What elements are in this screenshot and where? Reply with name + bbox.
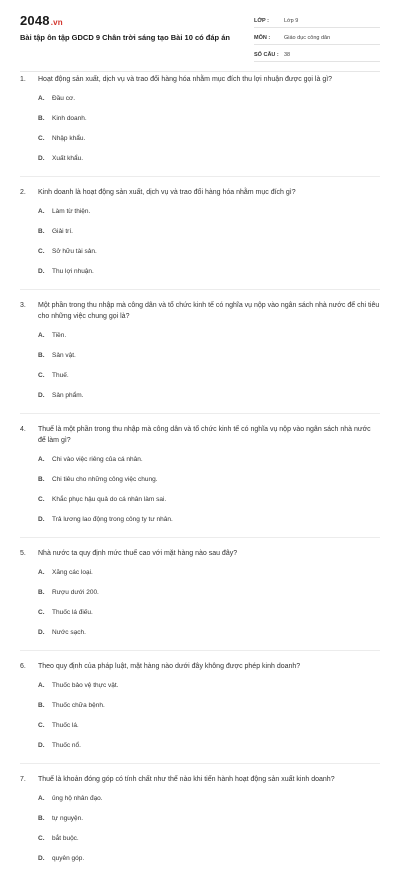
option-a[interactable] — [38, 207, 211, 227]
option-letter: C. — [38, 835, 45, 842]
question-text — [20, 300, 380, 322]
option-letter: D. — [38, 629, 45, 636]
option-text: Sản phẩm. — [52, 392, 84, 399]
option-text: Chi tiêu cho những công việc chung. — [52, 476, 158, 483]
question-1 — [0, 74, 400, 174]
question-body: Một phần trong thu nhập mà công dân và tổ chức kinh tế có nghĩa vụ nộp vào ngân sách nhà nước để chi tiêu cho những việc chung gọi là? — [38, 302, 380, 320]
option-text: Khắc phục hậu quả do cá nhân làm sai. — [52, 496, 167, 503]
option-letter: D. — [38, 268, 45, 275]
option-text: Sản vật. — [52, 352, 76, 359]
option-letter: B. — [38, 352, 45, 359]
option-letter: C. — [38, 722, 45, 729]
option-text: Thu lợi nhuận. — [52, 268, 94, 275]
option-letter: B. — [38, 115, 45, 122]
option-list — [20, 455, 380, 535]
option-text: quyên góp. — [52, 855, 85, 862]
meta-value: 38 — [284, 51, 291, 58]
option-text: ủng hộ nhân đạo. — [52, 795, 103, 802]
question-text — [20, 187, 380, 198]
option-a[interactable] — [38, 681, 211, 701]
question-body: Kinh doanh là hoạt động sản xuất, dịch vụ và trao đổi hàng hóa nhằm mục đích gì? — [38, 189, 296, 196]
meta-table — [254, 14, 380, 65]
question-6 — [0, 661, 400, 761]
option-b[interactable] — [38, 227, 211, 247]
option-letter: D. — [38, 516, 45, 523]
question-3 — [0, 300, 400, 411]
option-b[interactable] — [38, 475, 211, 495]
page-header — [0, 0, 400, 66]
option-text: Xăng các loại. — [52, 569, 93, 576]
question-4 — [0, 424, 400, 535]
site-logo[interactable] — [20, 13, 63, 28]
question-text — [20, 74, 380, 85]
option-text: Thuốc chữa bệnh. — [52, 702, 105, 709]
question-body: Nhà nước ta quy định mức thuế cao với mặt hàng nào sau đây? — [38, 550, 238, 557]
meta-key: SỐ CÂU : — [254, 51, 279, 58]
option-b[interactable] — [38, 114, 211, 134]
option-letter: A. — [38, 682, 45, 689]
question-divider — [20, 413, 380, 414]
option-letter: A. — [38, 208, 45, 215]
option-c[interactable] — [38, 608, 211, 628]
question-text — [20, 661, 380, 672]
option-c[interactable] — [38, 721, 211, 741]
option-text: Nước sạch. — [52, 629, 86, 636]
question-divider — [20, 176, 380, 177]
option-a[interactable] — [38, 794, 211, 814]
meta-row-subject — [254, 31, 380, 45]
option-letter: C. — [38, 496, 45, 503]
meta-value: Giáo dục công dân — [284, 34, 331, 41]
option-text: Trả lương lao động trong công ty tư nhân. — [52, 516, 173, 523]
meta-row-count — [254, 48, 380, 62]
question-text — [20, 424, 380, 446]
option-c[interactable] — [38, 247, 211, 267]
question-body: Thuế là một phần trong thu nhập mà công dân và tổ chức kinh tế có nghĩa vụ nộp vào ngân sách nhà nước để làm gì? — [38, 426, 371, 444]
option-letter: B. — [38, 702, 45, 709]
option-d[interactable] — [38, 628, 211, 648]
logo-domain: .vn — [50, 18, 63, 27]
question-number: 3. — [20, 302, 26, 309]
option-a[interactable] — [38, 455, 211, 475]
option-d[interactable] — [38, 854, 211, 874]
option-text: Giải trí. — [52, 228, 73, 235]
option-text: Thuốc nổ. — [52, 742, 81, 749]
question-divider — [20, 763, 380, 764]
option-letter: C. — [38, 135, 45, 142]
question-text — [20, 774, 380, 785]
option-text: Sở hữu tài sản. — [52, 248, 97, 255]
meta-row-class — [254, 14, 380, 28]
question-number: 6. — [20, 663, 26, 670]
question-body: Hoạt động sản xuất, dịch vụ và trao đổi hàng hóa nhằm mục đích thu lợi nhuận được gọi là gì? — [38, 76, 333, 83]
option-a[interactable] — [38, 94, 211, 114]
option-letter: A. — [38, 456, 45, 463]
option-b[interactable] — [38, 701, 211, 721]
option-text: Xuất khẩu. — [52, 155, 84, 162]
option-text: Thuế. — [52, 372, 69, 379]
meta-value: Lớp 9 — [284, 17, 299, 24]
option-list — [20, 681, 380, 761]
question-number: 7. — [20, 776, 26, 783]
option-text: Đầu cơ. — [52, 95, 76, 102]
option-text: Chi vào việc riêng của cá nhân. — [52, 456, 143, 463]
question-number: 4. — [20, 426, 26, 433]
page-title: Bài tập ôn tập GDCD 9 Chân trời sáng tạo Bài 10 có đáp án — [20, 33, 230, 42]
option-letter: B. — [38, 589, 45, 596]
option-text: Nhập khẩu. — [52, 135, 86, 142]
question-divider — [20, 537, 380, 538]
question-7 — [0, 774, 400, 874]
option-d[interactable] — [38, 267, 211, 287]
question-divider — [20, 650, 380, 651]
question-number: 5. — [20, 550, 26, 557]
option-letter: C. — [38, 372, 45, 379]
question-divider — [20, 289, 380, 290]
option-letter: A. — [38, 332, 45, 339]
option-letter: D. — [38, 855, 45, 862]
logo-number: 2048 — [20, 13, 50, 28]
question-body: Theo quy định của pháp luật, mặt hàng nào dưới đây không được phép kinh doanh? — [38, 663, 301, 670]
option-letter: B. — [38, 476, 45, 483]
question-2 — [0, 187, 400, 287]
option-letter: A. — [38, 569, 45, 576]
header-divider — [20, 71, 380, 72]
option-list — [20, 568, 380, 648]
option-letter: B. — [38, 228, 45, 235]
option-list — [20, 94, 380, 174]
option-letter: B. — [38, 815, 45, 822]
question-number: 2. — [20, 189, 26, 196]
question-number: 1. — [20, 76, 26, 83]
meta-key: MÔN : — [254, 34, 271, 41]
question-text — [20, 548, 380, 559]
question-list — [0, 74, 400, 874]
option-b[interactable] — [38, 351, 211, 371]
question-5 — [0, 548, 400, 648]
option-d[interactable] — [38, 391, 211, 411]
option-text: Kinh doanh. — [52, 115, 87, 122]
option-text: Thuốc bảo vệ thực vật. — [52, 682, 119, 689]
option-letter: C. — [38, 609, 45, 616]
option-b[interactable] — [38, 814, 211, 834]
option-letter: A. — [38, 795, 45, 802]
option-b[interactable] — [38, 588, 211, 608]
option-c[interactable] — [38, 495, 211, 515]
option-d[interactable] — [38, 154, 211, 174]
option-letter: D. — [38, 155, 45, 162]
option-letter: A. — [38, 95, 45, 102]
option-d[interactable] — [38, 741, 211, 761]
option-text: tự nguyện. — [52, 815, 84, 822]
meta-key: LỚP : — [254, 17, 269, 24]
option-text: Rượu dưới 200. — [52, 589, 99, 596]
option-letter: D. — [38, 742, 45, 749]
option-text: Tiền. — [52, 332, 67, 339]
option-letter: C. — [38, 248, 45, 255]
option-c[interactable] — [38, 371, 211, 391]
option-c[interactable] — [38, 834, 211, 854]
option-list — [20, 794, 380, 874]
option-c[interactable] — [38, 134, 211, 154]
option-text: Làm từ thiện. — [52, 208, 91, 215]
option-text: bắt buộc. — [52, 835, 79, 842]
option-a[interactable] — [38, 568, 211, 588]
option-d[interactable] — [38, 515, 211, 535]
option-text: Thuốc lá điếu. — [52, 609, 93, 616]
option-list — [20, 207, 380, 287]
question-body: Thuế là khoản đóng góp có tính chất như thế nào khi tiến hành hoạt động sản xuất kinh doanh? — [38, 776, 335, 783]
option-letter: D. — [38, 392, 45, 399]
option-a[interactable] — [38, 331, 211, 351]
option-list — [20, 331, 380, 411]
option-text: Thuốc lá. — [52, 722, 79, 729]
